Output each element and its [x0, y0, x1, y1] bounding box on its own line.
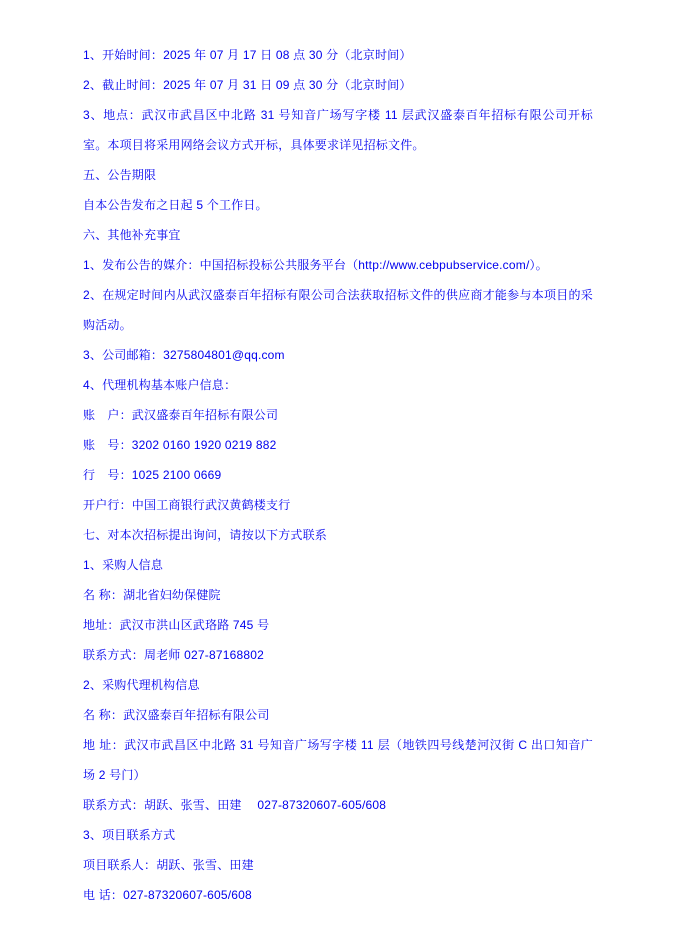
paragraph: 2、在规定时间内从武汉盛泰百年招标有限公司合法获取招标文件的供应商才能参与本项目的采购活动。	[83, 288, 593, 332]
paragraph: 开户行：中国工商银行武汉黄鹤楼支行	[83, 498, 291, 512]
paragraph: 4、代理机构基本账户信息：	[83, 378, 237, 392]
paragraph: 行 号：1025 2100 0669	[83, 468, 222, 482]
paragraph: 账 户：武汉盛泰百年招标有限公司	[83, 408, 279, 422]
paragraph: 2、截止时间：2025 年 07 月 31 日 09 点 30 分（北京时间）	[83, 78, 412, 92]
paragraph: 五、公告期限	[83, 168, 157, 182]
document-body	[83, 40, 593, 910]
paragraph: 项目联系人：胡跃、张雪、田建	[83, 858, 254, 872]
paragraph: 联系方式：胡跃、张雪、田建 027-87320607-605/608	[83, 798, 387, 812]
paragraph: 2、采购代理机构信息	[83, 678, 200, 692]
paragraph: 七、对本次招标提出询问，请按以下方式联系	[83, 528, 328, 542]
paragraph: 六、其他补充事宜	[83, 228, 181, 242]
paragraph: 地址：武汉市洪山区武珞路 745 号	[83, 618, 270, 632]
paragraph: 1、开始时间：2025 年 07 月 17 日 08 点 30 分（北京时间）	[83, 48, 412, 62]
paragraph: 名 称：武汉盛泰百年招标有限公司	[83, 708, 270, 722]
paragraph: 1、采购人信息	[83, 558, 164, 572]
paragraph: 3、项目联系方式	[83, 828, 176, 842]
paragraph: 电 话：027-87320607-605/608	[83, 888, 252, 902]
paragraph: 3、公司邮箱：3275804801@qq.com	[83, 348, 285, 362]
paragraph: 账 号：3202 0160 1920 0219 882	[83, 438, 277, 452]
paragraph: 1、发布公告的媒介：中国招标投标公共服务平台（http://www.cebpubservice.com/）。	[83, 258, 548, 272]
paragraph: 3、地点：武汉市武昌区中北路 31 号知音广场写字楼 11 层武汉盛泰百年招标有限公司开标室。本项目将采用网络会议方式开标，具体要求详见招标文件。	[83, 108, 593, 152]
paragraph: 联系方式：周老师 027-87168802	[83, 648, 264, 662]
paragraph: 自本公告发布之日起 5 个工作日。	[83, 198, 268, 212]
paragraph: 地 址：武汉市武昌区中北路 31 号知音广场写字楼 11 层（地铁四号线楚河汉街 C 出口知音广场 2 号门）	[83, 738, 593, 782]
paragraph: 名 称：湖北省妇幼保健院	[83, 588, 221, 602]
